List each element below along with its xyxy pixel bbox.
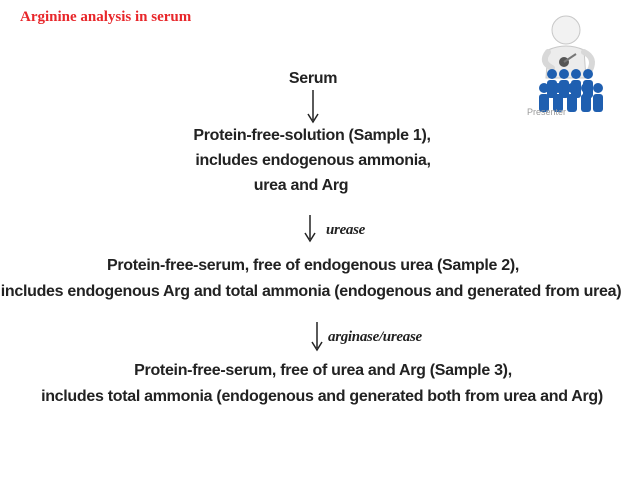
- enzyme-arginase-urease: arginase/urease: [328, 329, 422, 345]
- serum-node: Serum: [288, 70, 338, 87]
- sample1-line1: Protein-free-solution (Sample 1),: [193, 127, 431, 144]
- sample1-line3: urea and Arg: [253, 177, 349, 194]
- arrow-down-3: [309, 322, 325, 354]
- sample2-line2: includes endogenous Arg and total ammonia (endogenous and generated from urea): [0, 283, 622, 300]
- slide-title: Arginine analysis in serum: [20, 9, 192, 25]
- arrow-down-2: [302, 215, 318, 245]
- sample1-line2: includes endogenous ammonia,: [195, 152, 431, 169]
- presenter-figure: [545, 16, 592, 78]
- sample3-line2: includes total ammonia (endogenous and generated both from urea and Arg): [41, 388, 603, 405]
- arrow-down-1: [305, 90, 321, 126]
- sample3-line1: Protein-free-serum, free of urea and Arg (Sample 3),: [134, 362, 512, 379]
- enzyme-urease: urease: [326, 222, 366, 238]
- presenter-label: Presenter: [527, 107, 567, 117]
- sample2-line1: Protein-free-serum, free of endogenous urea (Sample 2),: [106, 257, 520, 274]
